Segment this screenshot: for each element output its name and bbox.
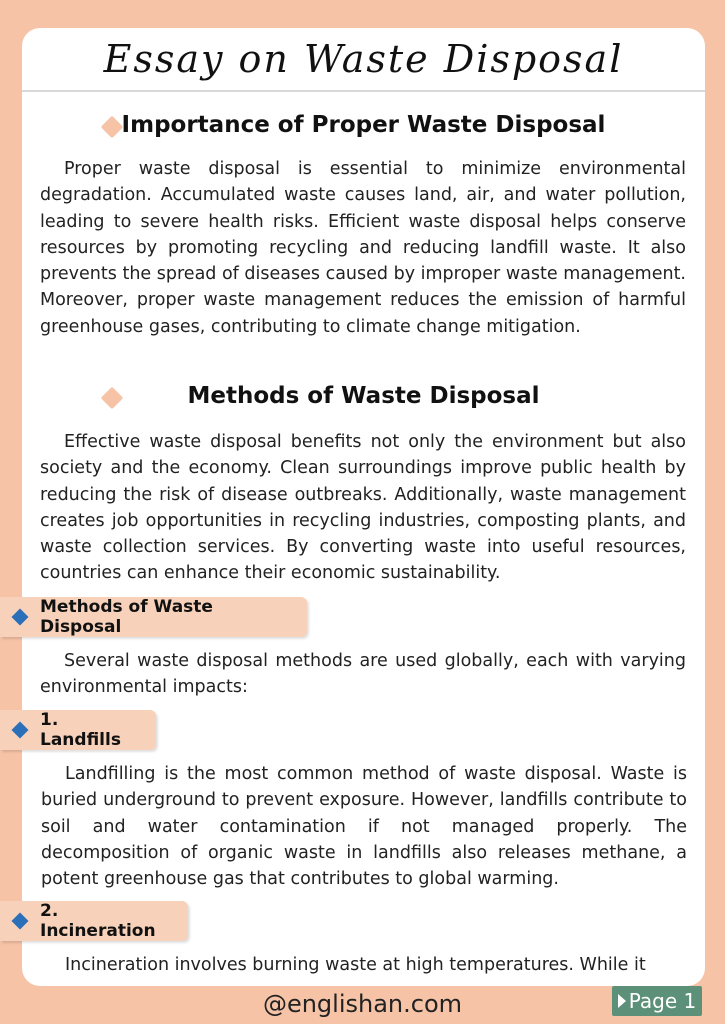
diamond-bullet-icon	[12, 913, 29, 930]
tag-label: 2. Incineration	[40, 901, 156, 941]
subheading-tag-methods	[0, 597, 307, 637]
diamond-bullet-icon	[12, 722, 29, 739]
paragraph-benefits: Effective waste disposal benefits not only the environment but also society and the economy. Clean surroundings improve public health by reducing the risk of disease outbreaks. Additionally, waste management creates job opportunities in recycling industries, composting plants, and waste collection services. By converting waste into useful resources, countries can enhance their economic sustainability.	[40, 432, 686, 584]
tag-label: Methods of Waste Disposal	[40, 597, 213, 637]
paragraph-methods-intro: Several waste disposal methods are used globally, each with varying environmental impacts:	[40, 651, 686, 698]
subheading-tag-landfills	[0, 710, 156, 750]
section-heading-methods: Methods of Waste Disposal	[187, 383, 540, 409]
paragraph-landfills: Landfilling is the most common method of waste disposal. Waste is buried underground to prevent exposure. However, landfills contribute to soil and water contamination if not managed properly. The decomposition of organic waste in landfills also releases methane, a potent greenhouse gas that contributes to global warming.	[41, 764, 687, 890]
page-number-badge	[612, 986, 702, 1016]
section-heading-importance: Importance of Proper Waste Disposal	[121, 112, 606, 138]
diamond-bullet-icon	[12, 609, 29, 626]
site-url: @englishan.com	[262, 990, 463, 1018]
title-bar	[22, 28, 705, 92]
arrow-right-icon	[618, 994, 626, 1008]
tag-label: 1. Landfills	[40, 710, 121, 750]
paragraph-importance: Proper waste disposal is essential to minimize environmental degradation. Accumulated waste causes land, air, and water pollution, leading to severe health risks. Efficient waste disposal helps conserve resources by promoting recycling and reducing landfill waste. It also prevents the spread of diseases caused by improper waste management. Moreover, proper waste management reduces the emission of harmful greenhouse gases, contributing to climate change mitigation.	[40, 159, 686, 337]
page-title: Essay on Waste Disposal	[103, 37, 624, 81]
page-number: Page 1	[628, 989, 697, 1013]
subheading-tag-incineration	[0, 901, 188, 941]
paragraph-incineration: Incineration involves burning waste at high temperatures. While it	[65, 955, 646, 975]
